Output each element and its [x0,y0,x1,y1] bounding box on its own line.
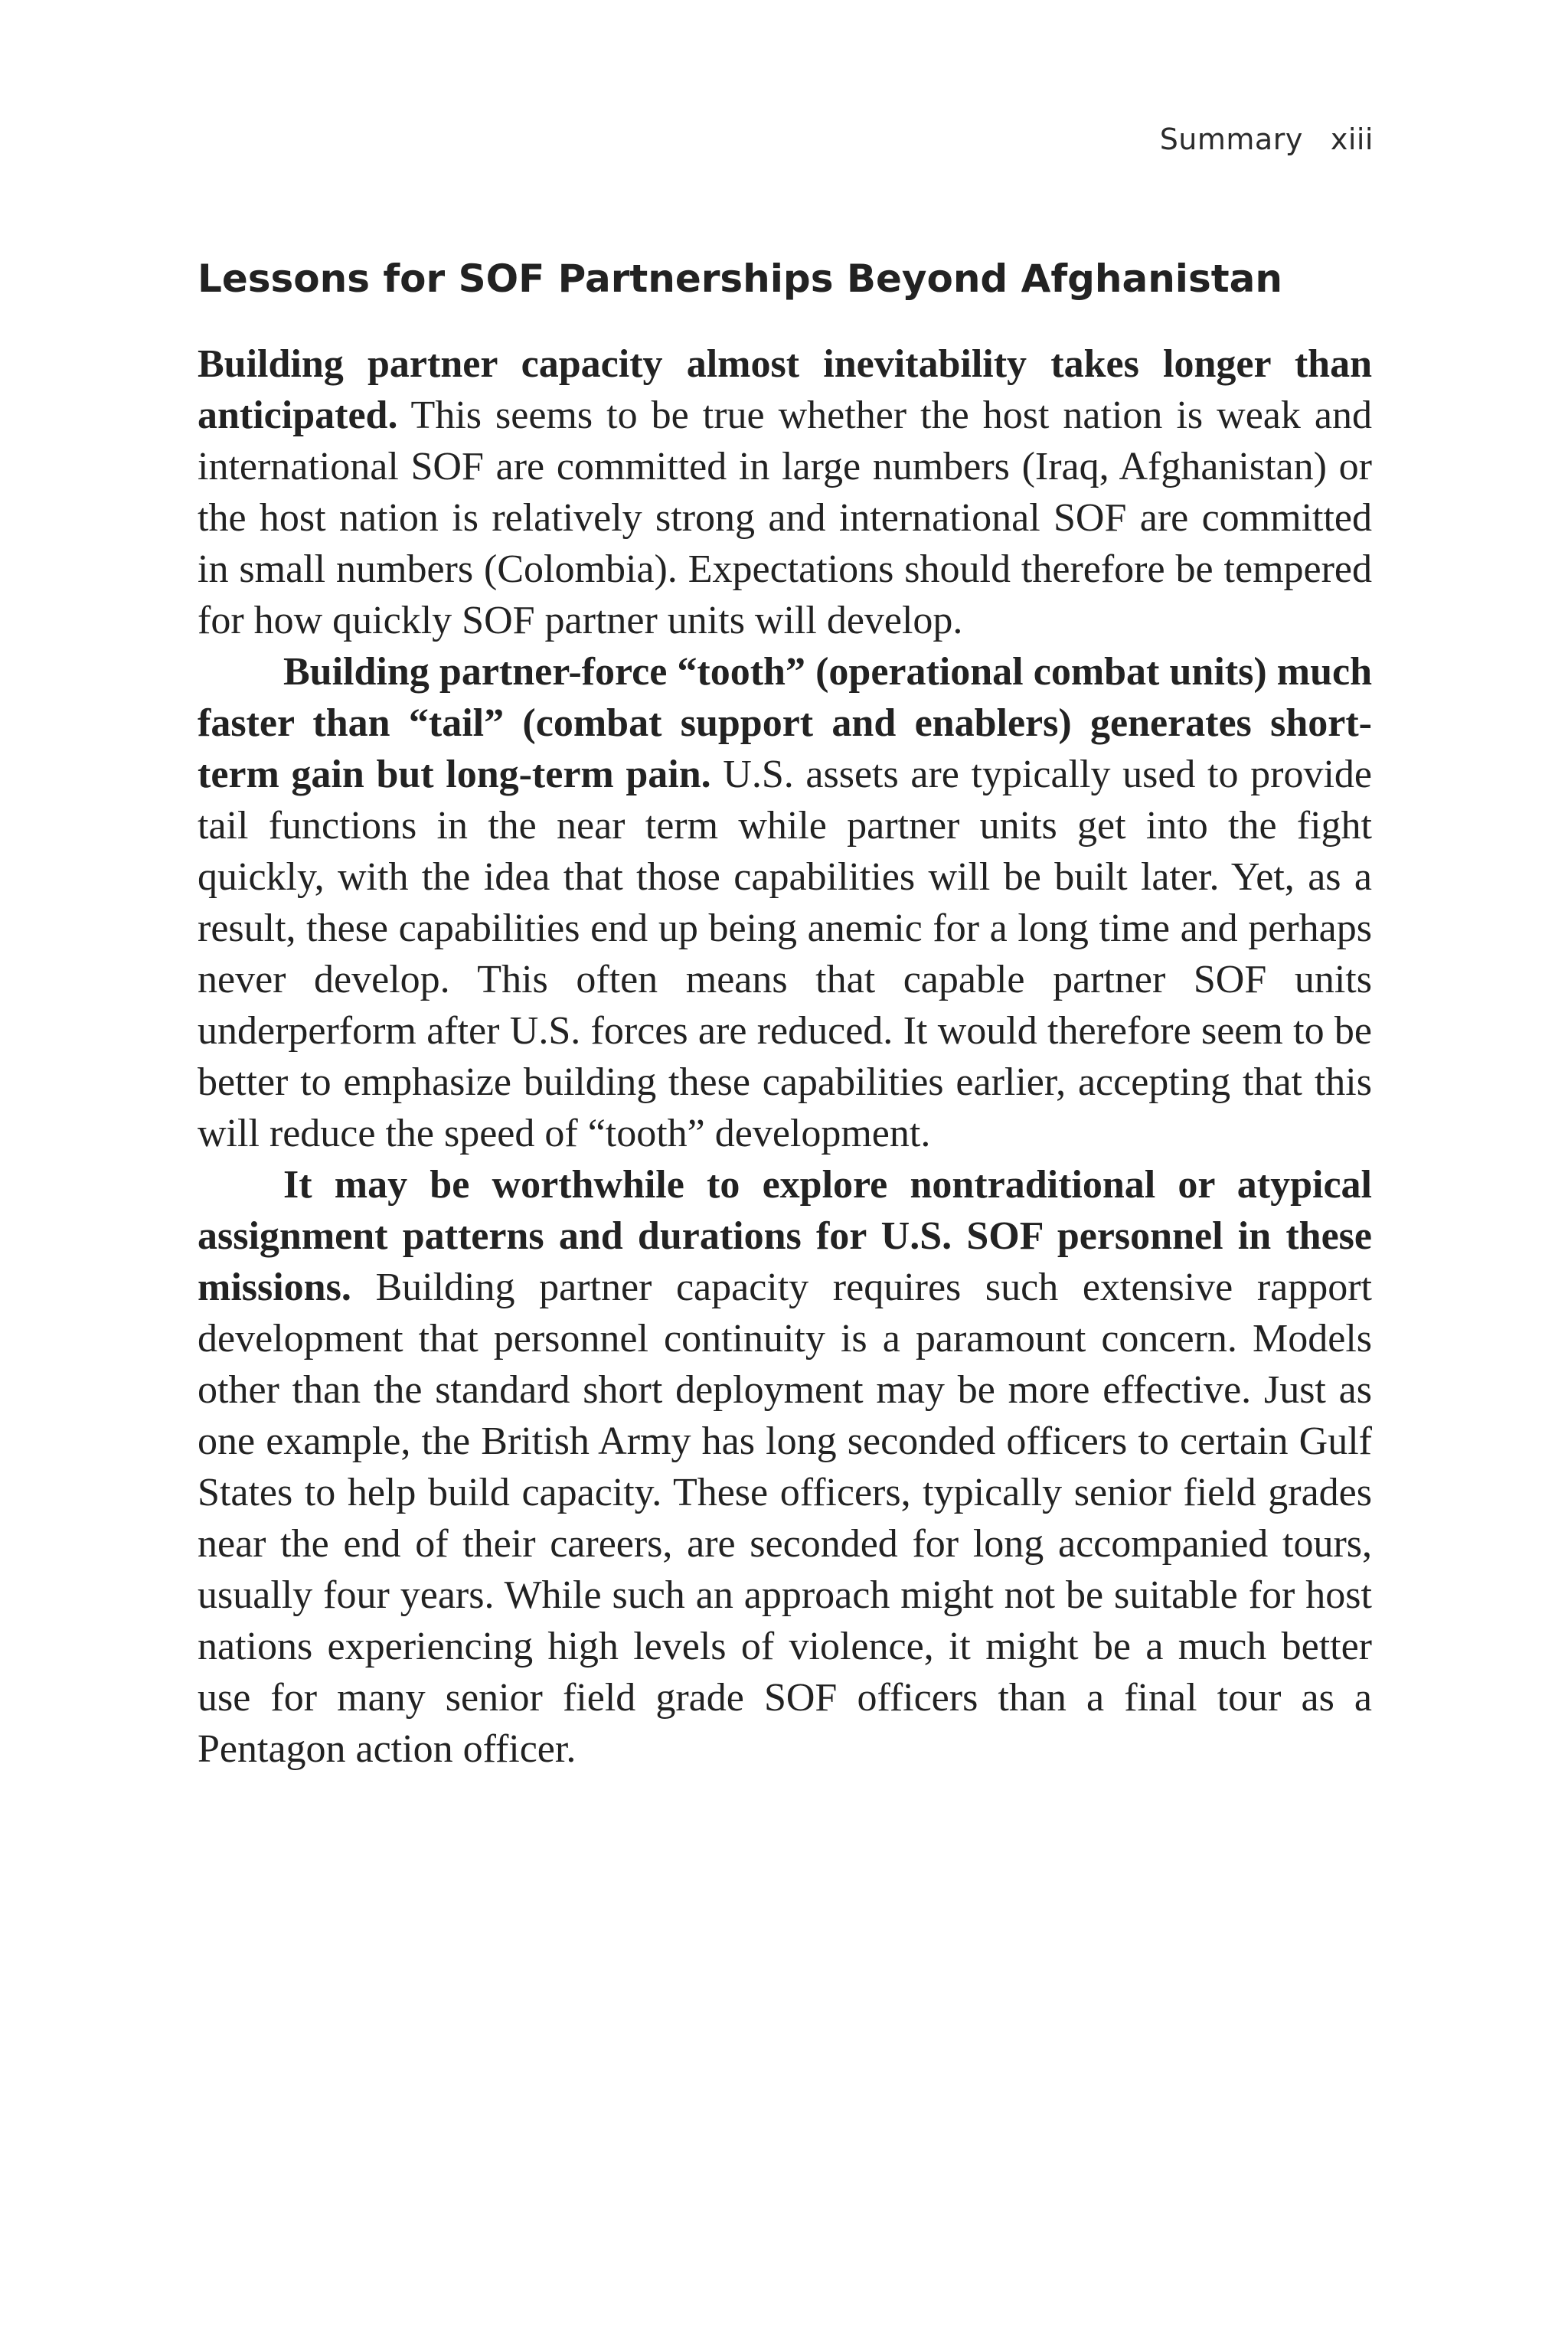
paragraph-2 [198,646,1372,1159]
running-head [1160,122,1374,156]
paragraph-2-body: U.S. assets are typically used to provide tail functions in the near term while partner units get into the fight quickly, with the idea that those capabilities will be built later. Yet, as a result, these capabilities end up being anemic for a long time and perhaps never develop. This often means that capable partner SOF units underperform after U.S. forces are reduced. It would therefore seem to be better to emphasize building these capabilities earlier, accepting that this will reduce the speed of “tooth” development. [198,753,1372,1155]
paragraph-1 [198,338,1372,646]
paragraph-1-body: This seems to be true whether the host nation is weak and international SOF are committed in large numbers (Iraq, Afghanistan) or the host nation is relatively strong and international SOF are committed in small numbers (Colombia). Expectations should therefore be tempered for how quickly SOF partner units will develop. [198,394,1372,642]
paragraph-3-body: Building partner capacity requires such extensive rapport development that personnel continuity is a paramount concern. Models other than the standard short deployment may be more effective. Just as one example, the British Army has long seconded officers to certain Gulf States to help build capacity. These officers, typically senior field grades near the end of their careers, are seconded for long accompanied tours, usually four years. While such an approach might not be suitable for host nations experiencing high levels of violence, it might be a much better use for many senior field grade SOF officers than a final tour as a Pentagon action officer. [198,1266,1372,1771]
section-heading: Lessons for SOF Partnerships Beyond Afghanistan [198,256,1282,301]
paragraph-3-lead: It may be worthwhile to explore nontraditional or atypical assignment patterns and durations for U.S. SOF personnel in these missions. [198,1163,1372,1309]
paragraph-3 [198,1159,1372,1775]
running-head-section: Summary [1159,122,1303,156]
page-number: xiii [1330,122,1374,156]
page-body [198,256,1372,1775]
paragraph-1-lead: Building partner capacity almost inevitability takes longer than anticipated. [198,342,1372,437]
paragraph-2-lead: Building partner-force “tooth” (operational combat units) much faster than “tail” (combat support and enablers) generates short-term gain but long-term pain. [198,650,1372,796]
